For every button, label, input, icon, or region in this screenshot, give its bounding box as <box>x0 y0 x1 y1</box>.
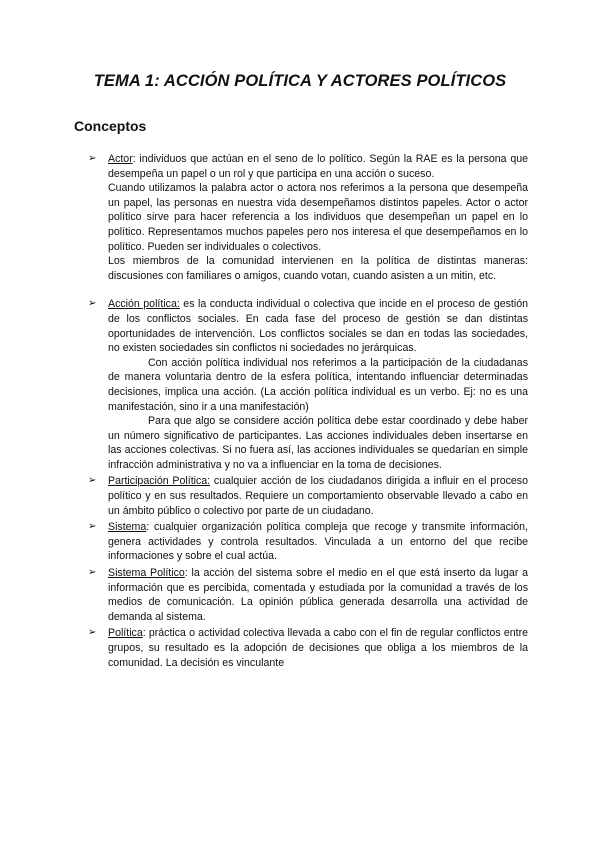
item-paragraph: Cuando utilizamos la palabra actor o actora nos referimos a la persona que desempeña un papel, las personas en nuestra vida desempeñamos distintos papeles. Actor o actor político sirve para hacer referencia a los individuos que desempeñan un papel en lo político. Representamos muchos papeles pero nos interesa el que desempeñamos en lo político. Pueden ser individuales o colectivos. <box>108 182 528 253</box>
section-heading: Conceptos <box>74 118 147 134</box>
concept-definition: : práctica o actividad colectiva llevada a cabo con el fin de regular conflictos entre grupos, su resultado es la adopción de decisiones que obliga a los miembros de la comunidad. La decisión es vinculante <box>108 627 528 669</box>
concept-term: Acción política: <box>108 298 180 311</box>
item-paragraph <box>108 152 528 181</box>
arrow-bullet-icon: ➢ <box>88 521 97 533</box>
item-paragraph <box>108 566 528 624</box>
item-paragraph: Para que algo se considere acción política debe estar coordinado y debe haber un número significativo de participantes. Las acciones individuales deben insertarse en las acciones colectivas. Si no fuera así, las acciones individuales se quedarían en simple infracción administrativa y no va a influenciar en la toma de decisiones. <box>108 415 528 471</box>
concept-term: Actor <box>108 153 133 165</box>
item-paragraph <box>108 297 528 355</box>
concept-term: Participación Política: <box>108 475 211 488</box>
item-paragraph: Los miembros de la comunidad intervienen en la política de distintas maneras: discusiones con familiares o amigos, cuando votan, cuando asisten a un mitin, etc. <box>108 255 528 282</box>
list-item <box>88 520 528 564</box>
item-paragraph: Con acción política individual nos referimos a la participación de la ciudadanas de manera voluntaria dentro de la esfera política, intentando influenciar determinadas decisiones, implica una acción. (La acción política individual es un verbo. Ej: no es una manifestación, sino ir a una manifestación) <box>108 356 528 413</box>
concept-definition: es la conducta individual o colectiva que incide en el proceso de gestión de los conflictos sociales. En cada fase del proceso de gestión se dan distintas oportunidades de intervención. Los conflictos sociales se dan en todas las sociedades, no existen sociedades sin conflictos ni sociedades no jerárquicas. <box>108 298 528 355</box>
concept-definition: : individuos que actúan en el seno de lo político. Según la RAE es la persona que desempeña un papel o un rol y que participa en una acción o suceso. <box>108 153 528 180</box>
list-item <box>88 297 528 472</box>
arrow-bullet-icon: ➢ <box>88 475 97 487</box>
list-item <box>88 566 528 624</box>
concept-list <box>88 152 528 670</box>
list-item <box>88 474 528 518</box>
arrow-bullet-icon: ➢ <box>88 298 97 310</box>
item-paragraph <box>108 520 528 564</box>
arrow-bullet-icon: ➢ <box>88 153 97 164</box>
concept-definition: cualquier acción de los ciudadanos dirigida a influir en el proceso político y en sus resultados. Requiere un comportamiento observable llevado a cabo en un ámbito público o colectivo por parte de un ciudadano. <box>108 475 528 517</box>
page-title: TEMA 1: ACCIÓN POLÍTICA Y ACTORES POLÍTICOS <box>93 72 507 90</box>
concept-definition: : cualquier organización política compleja que recoge y transmite información, genera actividades y controla resultados. Vinculada a un entorno del que recibe informaciones y sobre el cual actúa. <box>108 521 528 563</box>
concept-term: Política <box>108 627 143 640</box>
list-item <box>88 152 528 283</box>
concept-term: Sistema Político <box>108 567 185 580</box>
list-item <box>88 626 528 670</box>
concept-definition: : la acción del sistema sobre el medio en el que está inserto da lugar a información que es percibida, comentada y estudiada por la comunidad a través de los medios de comunicación. La opinión pública generada desarrolla una actividad de demanda al sistema. <box>108 567 529 623</box>
item-paragraph <box>108 474 528 518</box>
arrow-bullet-icon: ➢ <box>88 567 97 579</box>
concept-term: Sistema <box>108 521 147 534</box>
arrow-bullet-icon: ➢ <box>88 627 97 639</box>
item-paragraph <box>108 626 528 670</box>
